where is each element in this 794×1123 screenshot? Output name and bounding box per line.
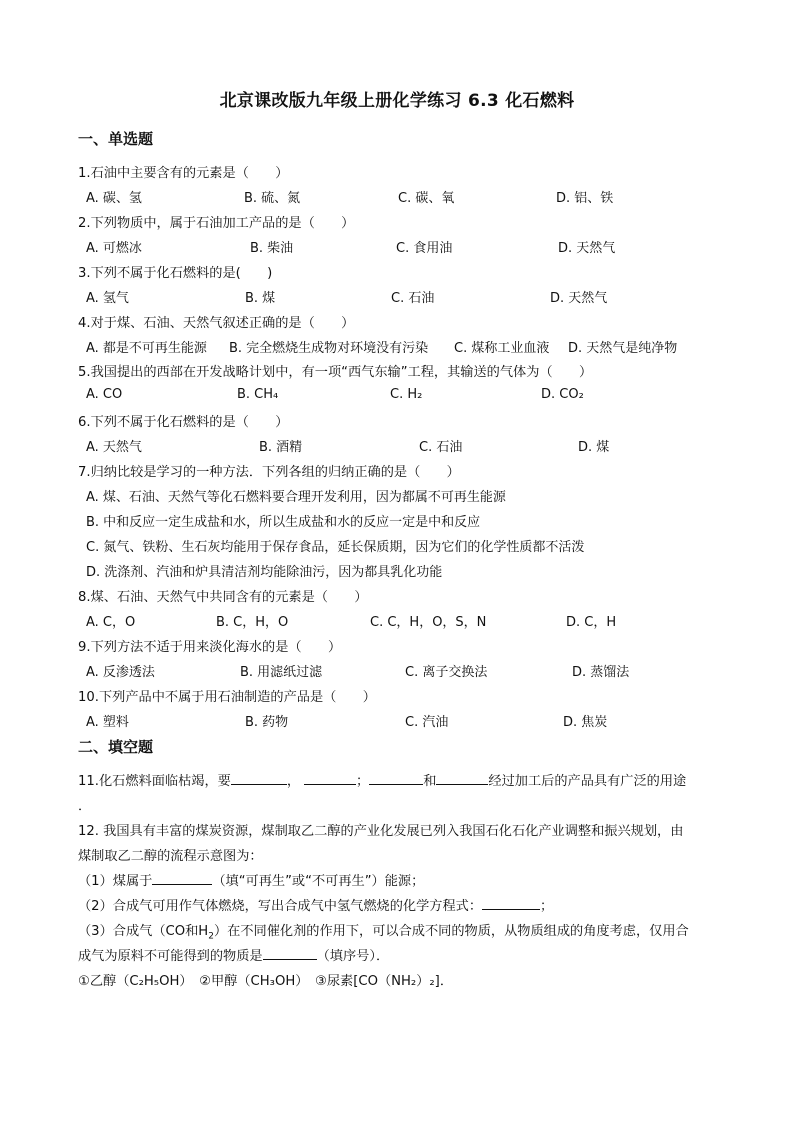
section-heading-single-choice: 一、单选题 xyxy=(78,130,154,148)
question-11-end: ． xyxy=(78,799,92,814)
question-11 xyxy=(78,770,686,789)
page-title: 北京课改版九年级上册化学练习 6.3 化石燃料 xyxy=(219,91,575,111)
option-d: D. 铝、铁 xyxy=(556,191,614,206)
option-b: B. CH₄ xyxy=(237,387,279,402)
option-c: C. 汽油 xyxy=(405,715,449,730)
question-stem: 3.下列不属于化石燃料的是( ) xyxy=(78,266,273,281)
option-d: D. C，H xyxy=(566,615,617,630)
option-a: A. 碳、氢 xyxy=(86,191,142,206)
question-12-part-3-cont xyxy=(78,945,389,964)
option-d: D. 煤 xyxy=(578,440,610,455)
question-text: 和 xyxy=(423,774,437,789)
question-stem: 4.对于煤、石油、天然气叙述正确的是（ ） xyxy=(78,316,355,331)
option-b: B. 酒精 xyxy=(259,440,303,455)
question-12-part-1 xyxy=(78,870,424,889)
option-b: B. 中和反应一定生成盐和水，所以生成盐和水的反应一定是中和反应 xyxy=(86,515,481,530)
option-a: A. C，O xyxy=(86,615,136,630)
option-b: B. 柴油 xyxy=(250,241,294,256)
question-12-choices: ①乙醇（C₂H₅OH） ②甲醇（CH₃OH） ③尿素[CO（NH₂）₂]． xyxy=(78,974,454,989)
option-b: B. 煤 xyxy=(245,291,276,306)
option-a: A. 反渗透法 xyxy=(86,665,155,680)
option-a: A. 塑料 xyxy=(86,715,129,730)
question-stem: 7.归纳比较是学习的一种方法．下列各组的归纳正确的是（ ） xyxy=(78,465,460,480)
option-c: C. 离子交换法 xyxy=(405,665,488,680)
question-stem: 2.下列物质中，属于石油加工产品的是（ ） xyxy=(78,216,355,231)
option-c: C. 石油 xyxy=(419,440,463,455)
option-d: D. CO₂ xyxy=(541,387,584,402)
question-text: （填序号）． xyxy=(316,949,390,964)
question-stem: 9.下列方法不适于用来淡化海水的是（ ） xyxy=(78,640,342,655)
option-c: C. 煤称工业血液 xyxy=(454,341,550,356)
question-text: 经过加工后的产品具有广泛的用途 xyxy=(488,774,687,789)
option-a: A. 都是不可再生能源 xyxy=(86,341,207,356)
option-b: B. 用滤纸过滤 xyxy=(240,665,323,680)
question-text: ； xyxy=(540,899,554,914)
subscript: 2 xyxy=(208,931,214,942)
option-c: C. C，H，O，S，N xyxy=(370,615,487,630)
answer-blank[interactable] xyxy=(231,772,287,785)
question-text: ； xyxy=(356,774,370,789)
option-b: B. 药物 xyxy=(245,715,289,730)
question-stem: 8.煤、石油、天然气中共同含有的元素是（ ） xyxy=(78,590,368,605)
answer-blank[interactable] xyxy=(152,872,212,885)
option-d: D. 蒸馏法 xyxy=(572,665,630,680)
question-stem: 6.下列不属于化石燃料的是（ ） xyxy=(78,415,289,430)
question-text: ）在不同催化剂的作用下，可以合成不同的物质，从物质组成的角度考虑，仅用合 xyxy=(213,924,689,939)
option-c: C. 石油 xyxy=(391,291,435,306)
option-c: C. H₂ xyxy=(390,387,423,402)
option-d: D. 天然气 xyxy=(558,241,616,256)
question-text: ， xyxy=(286,774,301,789)
section-heading-fill-in: 二、填空题 xyxy=(78,738,154,756)
question-stem: 5.我国提出的西部在开发战略计划中，有一项“西气东输”工程，其输送的气体为（ ） xyxy=(78,365,593,380)
answer-blank[interactable] xyxy=(369,772,423,785)
option-c: C. 食用油 xyxy=(396,241,453,256)
question-stem: 10.下列产品中不属于用石油制造的产品是（ ） xyxy=(78,690,376,705)
answer-blank[interactable] xyxy=(304,772,356,785)
question-text: （1）煤属于 xyxy=(78,874,153,889)
question-text: 11.化石燃料面临枯竭，要 xyxy=(78,774,231,789)
question-text: （填“可再生”或“不可再生”）能源； xyxy=(212,874,425,889)
question-stem: 1.石油中主要含有的元素是（ ） xyxy=(78,166,289,181)
option-a: A. 天然气 xyxy=(86,440,142,455)
question-12-stem-cont: 煤制取乙二醇的流程示意图为： xyxy=(78,849,263,864)
option-a: A. 可燃冰 xyxy=(86,241,142,256)
option-d: D. 洗涤剂、汽油和炉具清洁剂均能除油污，因为都具乳化功能 xyxy=(86,565,443,580)
option-d: D. 天然气 xyxy=(550,291,608,306)
question-12-part-3 xyxy=(78,920,689,942)
option-a: A. 煤、石油、天然气等化石燃料要合理开发利用，因为都属不可再生能源 xyxy=(86,490,506,505)
option-b: B. 硫、氮 xyxy=(244,191,301,206)
option-b: B. C，H，O xyxy=(216,615,289,630)
question-12-part-2 xyxy=(78,895,553,914)
option-a: A. 氢气 xyxy=(86,291,129,306)
answer-blank[interactable] xyxy=(482,897,540,910)
answer-blank[interactable] xyxy=(436,772,488,785)
option-c: C. 碳、氧 xyxy=(398,191,455,206)
option-d: D. 焦炭 xyxy=(563,715,608,730)
question-text: （3）合成气（CO和H xyxy=(78,924,209,939)
answer-blank[interactable] xyxy=(263,947,317,960)
option-b: B. 完全燃烧生成物对环境没有污染 xyxy=(229,341,429,356)
question-text: 成气为原料不可能得到的物质是 xyxy=(78,949,263,964)
option-a: A. CO xyxy=(86,387,123,402)
question-12-stem: 12. 我国具有丰富的煤炭资源，煤制取乙二醇的产业化发展已列入我国石化石化产业调整和振兴规划，由 xyxy=(78,824,684,839)
option-c: C. 氮气、铁粉、生石灰均能用于保存食品，延长保质期，因为它们的化学性质都不活泼 xyxy=(86,540,585,555)
option-d: D. 天然气是纯净物 xyxy=(568,341,678,356)
question-text: （2）合成气可用作气体燃烧，写出合成气中氢气燃烧的化学方程式： xyxy=(78,899,483,914)
